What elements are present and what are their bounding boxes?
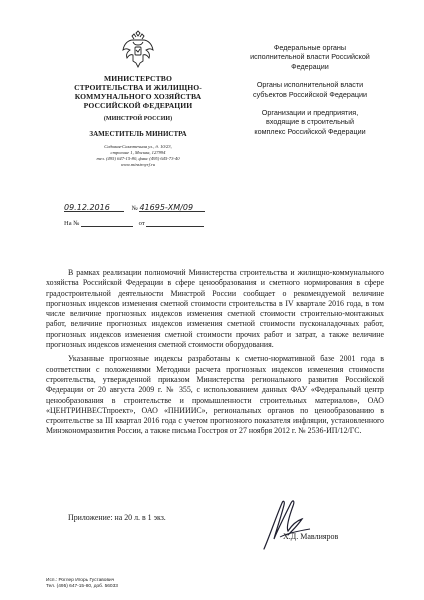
handwritten-signature bbox=[258, 495, 318, 553]
addressee-regional: Органы исполнительной власти субъектов Российской Федерации bbox=[252, 80, 368, 99]
reference-number-label: На № bbox=[64, 220, 80, 227]
executor-name: Исп.: Роглер Игорь Густавович bbox=[46, 578, 115, 583]
signatory-position: ЗАМЕСТИТЕЛЬ МИНИСТРА bbox=[89, 130, 187, 138]
registration-date: 09.12.2016 bbox=[64, 203, 124, 212]
signatory-name: Х.Д. Мавлияров bbox=[283, 532, 339, 541]
ministry-short-name: (МИНСТРОЙ РОССИИ) bbox=[103, 116, 173, 122]
body-paragraph: В рамках реализации полномочий Министерства строительства и жилищно-коммунального хозяйства Российской Федерации в сфере ценообразования и сметного нормирования в сфере градостроительной деятельности Минстрой России сообщает о рекомендуемой величине прогнозных индексов изменения сметной стоимости строительства в IV квартале 2016 года, в том числе величине прогнозных индексов изменения сметной стоимости строительно-монтажных работ, величине прогнозных индексов изменения сметной стоимости пусконаладочных работ, прогнозных индексов изменения сметной стоимости прочих работ и затрат, а также величине прогнозных индексов изменения сметной стоимости оборудования. bbox=[46, 268, 384, 350]
registration-number: 41695-ХМ/09 bbox=[139, 203, 205, 212]
reference-date-blank bbox=[146, 218, 204, 227]
reference-date-label: от bbox=[138, 220, 145, 227]
executor-phone: Тел. (495) 647-15-80, доб. 56033 bbox=[46, 584, 118, 589]
registration-row bbox=[64, 203, 219, 212]
reference-row bbox=[64, 218, 219, 227]
coat-of-arms-icon bbox=[121, 30, 155, 70]
attachment-note: Приложение: на 20 л. в 1 экз. bbox=[68, 513, 166, 522]
addressee-federal: Федеральные органы исполнительной власти Российской Федерации bbox=[250, 43, 370, 71]
reference-number-blank bbox=[81, 218, 133, 227]
executor-info bbox=[46, 578, 118, 590]
addressee-organizations: Организации и предприятия, входящие в строительный комплекс Российской Федерации bbox=[254, 108, 366, 136]
body-paragraph: Указанные прогнозные индексы разработаны к сметно-нормативной базе 2001 года в соответствии с положениями Методики расчета прогнозных индексов изменения стоимости строительства, утвержденной приказом Министерства регионального развития Российской Федерации от 20 августа 2009 г. № 355, с использованием данных ФАУ «Федеральный центр ценообразования в строительстве и промышленности строительных материалов», ОАО «ЦЕНТРИНВЕСТпроект», ОАО «ПНИИИС», региональных органов по ценообразованию в строительстве за III квартал 2016 года с учетом прогнозного показателя инфляции, установленного Минэкономразвития России, а также письма Госстроя от 27 ноября 2012 г. № 2536-ИП/12/ГС. bbox=[46, 354, 384, 436]
ministry-name: МИНИСТЕРСТВО СТРОИТЕЛЬСТВА И ЖИЛИЩНО- КОММУНАЛЬНОГО ХОЗЯЙСТВА РОССИЙСКОЙ ФЕДЕРАЦИИ bbox=[74, 74, 202, 110]
ministry-address: Садовая-Самотечная ул., д. 10/23, строение 1, Москва, 127994 тел. (495) 647-15-80, факс (495) 645-73-40 www.minstroyrf.ru bbox=[96, 144, 180, 167]
addressees bbox=[250, 43, 370, 145]
registration-number-label: № bbox=[131, 205, 138, 212]
letterhead bbox=[58, 30, 218, 168]
letter-body bbox=[46, 268, 384, 441]
